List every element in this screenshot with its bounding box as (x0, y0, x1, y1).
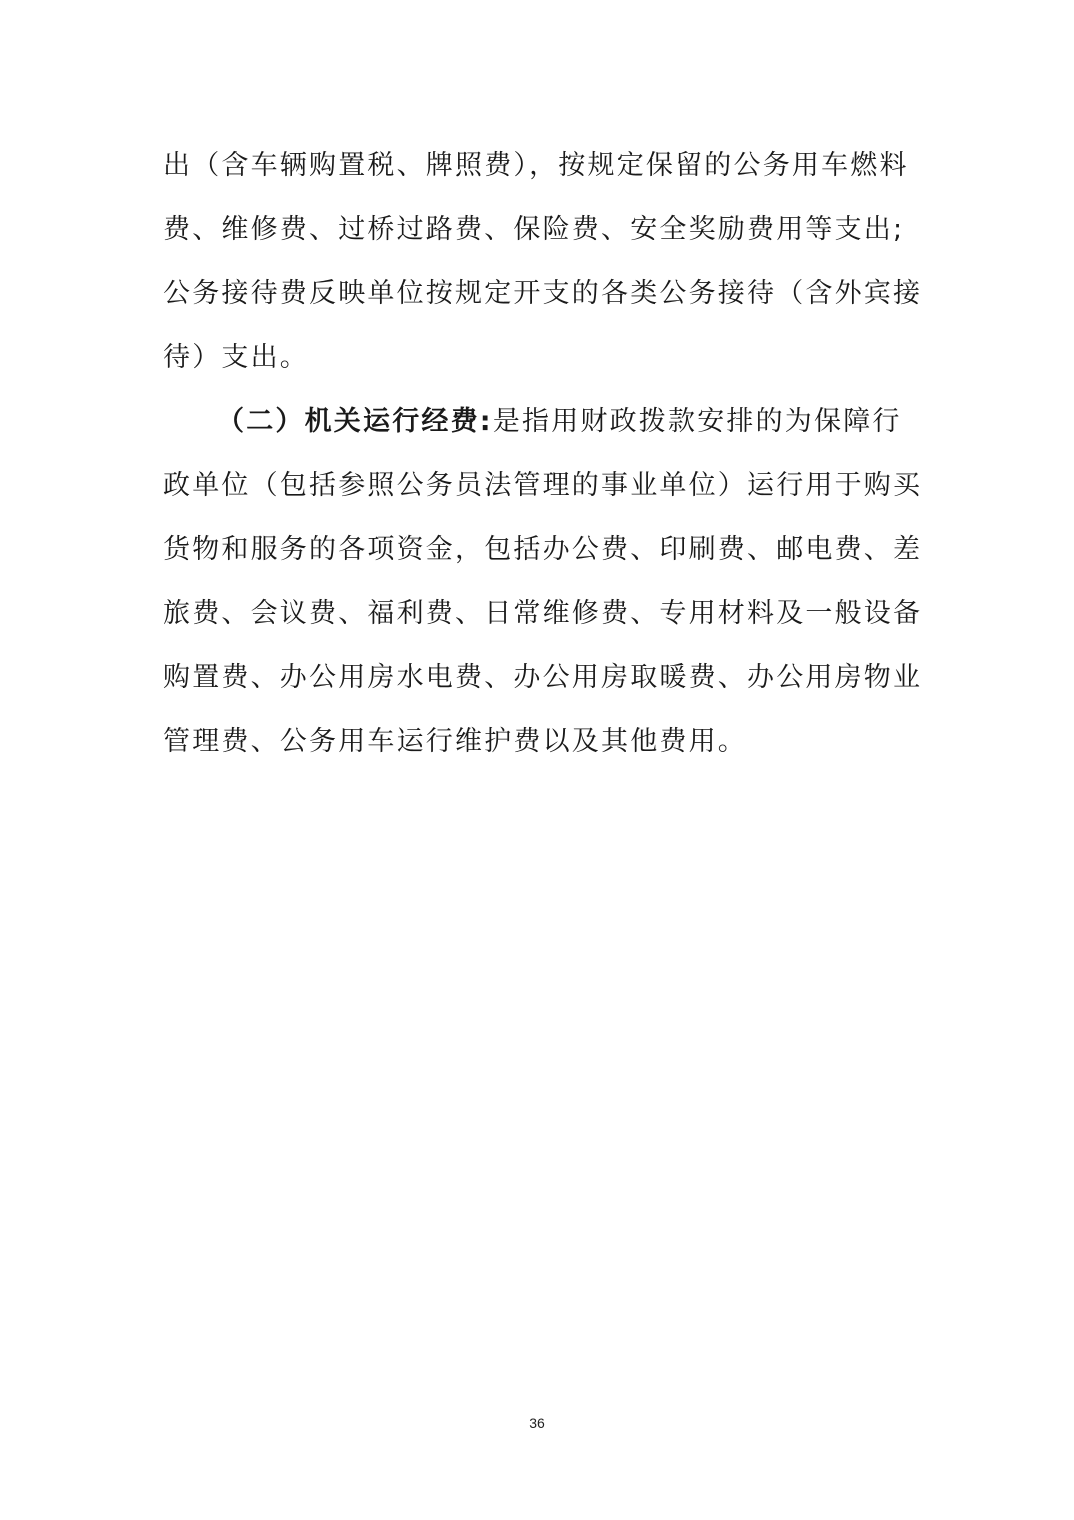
text-line: 货物和服务的各项资金，包括办公费、印刷费、邮电费、差 (163, 534, 923, 565)
text-line: 政单位（包括参照公务员法管理的事业单位）运行用于购买 (163, 470, 923, 501)
text-line: 管理费、公务用车运行维护费以及其他费用。 (163, 726, 747, 757)
text-line: 费、维修费、过桥过路费、保险费、安全奖励费用等支出; (163, 214, 905, 245)
text-line: 公务接待费反映单位按规定开支的各类公务接待（含外宾接 (163, 278, 923, 309)
text-line: 购置费、办公用房水电费、办公用房取暖费、办公用房物业 (163, 662, 923, 693)
section-heading-line (163, 390, 914, 454)
text-line: 待）支出。 (163, 342, 309, 373)
body-text (163, 134, 923, 774)
section-heading-text: 是指用财政拨款安排的为保障行 (492, 406, 902, 437)
page-number: 36 (529, 1415, 545, 1431)
text-line: 出（含车辆购置税、牌照费），按规定保留的公务用车燃料 (163, 150, 909, 181)
section-heading: （二）机关运行经费: (217, 406, 493, 437)
text-line: 旅费、会议费、福利费、日常维修费、专用材料及一般设备 (163, 598, 923, 629)
